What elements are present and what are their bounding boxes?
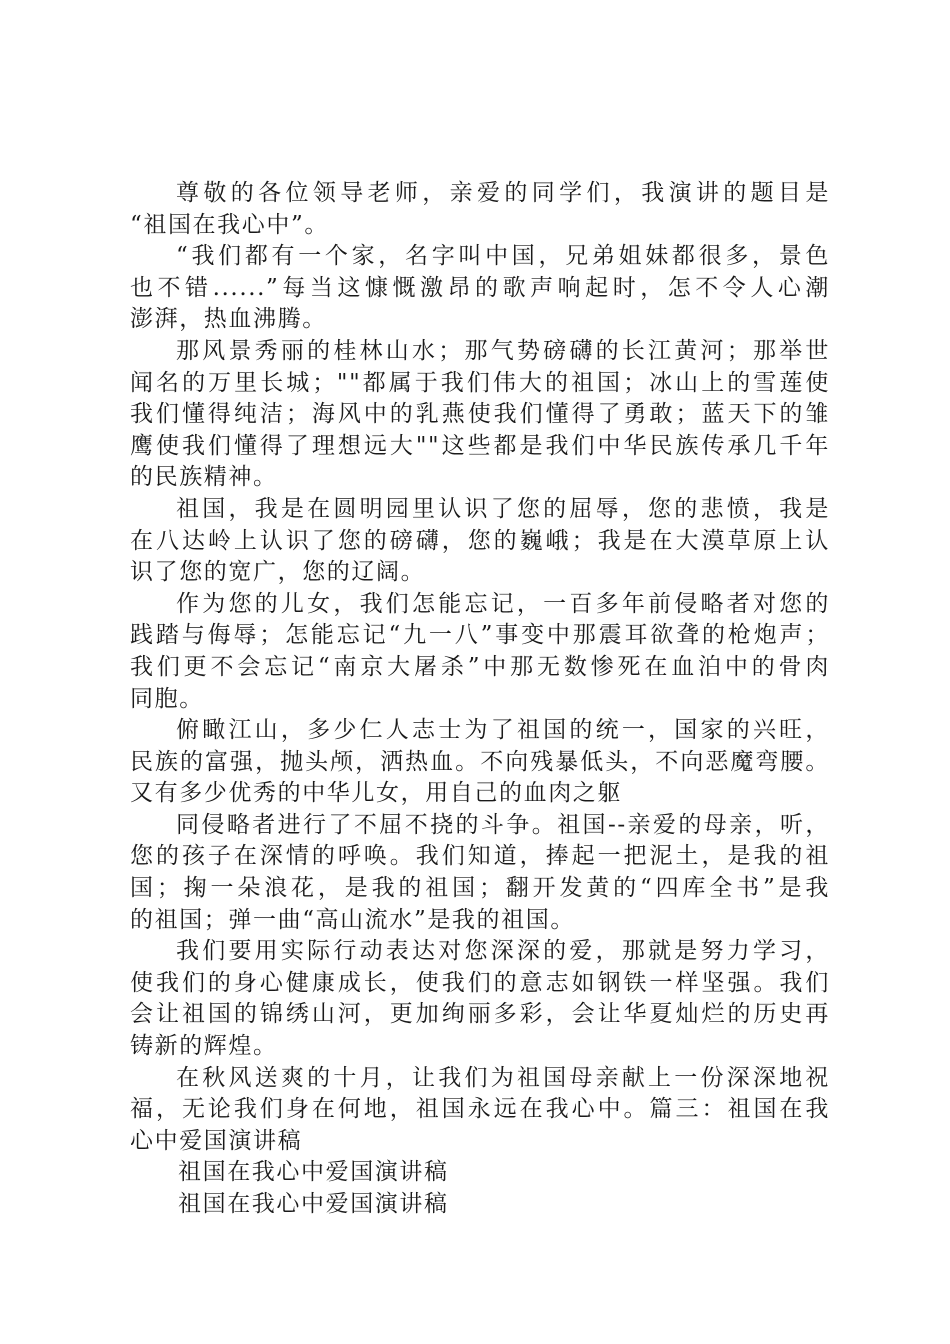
- paragraph: [130, 810, 830, 936]
- text-line: 您的孩子在深情的呼唤。我们知道，捧起一把泥土，是我的祖: [130, 843, 830, 870]
- text-line: 心中爱国演讲稿: [130, 1127, 303, 1154]
- text-line: 鹰使我们懂得了理想远大""这些都是我们中华民族传承几千年: [130, 432, 830, 459]
- text-line: 俯瞰江山，多少仁人志士为了祖国的统一，国家的兴旺，: [176, 717, 830, 744]
- text-line: 作为您的儿女，我们怎能忘记，一百多年前侵略者对您的: [176, 590, 830, 617]
- text-line: 又有多少优秀的中华儿女，用自己的血肉之躯: [130, 780, 622, 807]
- text-line: “祖国在我心中”。: [130, 211, 329, 238]
- paragraph: [130, 178, 830, 241]
- text-line: 也不错......”每当这慷慨激昂的歌声响起时，怎不令人心潮: [130, 274, 830, 301]
- text-line: 那风景秀丽的桂林山水；那气势磅礴的长江黄河；那举世: [176, 337, 830, 364]
- paragraph: [130, 715, 830, 810]
- paragraph: [130, 1063, 830, 1158]
- text-line: 国；掬一朵浪花，是我的祖国；翻开发黄的“四库全书”是我: [130, 875, 830, 902]
- text-line: 闻名的万里长城；""都属于我们伟大的祖国；冰山上的雪莲使: [130, 369, 830, 396]
- paragraph: [130, 241, 830, 336]
- text-line: 我们更不会忘记“南京大屠杀”中那无数惨死在血泊中的骨肉: [130, 653, 830, 680]
- text-line: 祖国，我是在圆明园里认识了您的屈辱，您的悲愤，我是: [176, 495, 830, 522]
- text-line: 福，无论我们身在何地，祖国永远在我心中。篇三：祖国在我: [130, 1096, 830, 1123]
- document-body: [130, 178, 830, 1221]
- text-line: 同侵略者进行了不屈不挠的斗争。祖国--亲爱的母亲，听，: [176, 811, 830, 838]
- text-line: 我们懂得纯洁；海风中的乳燕使我们懂得了勇敢；蓝天下的雏: [130, 401, 830, 428]
- text-line: 践踏与侮辱；怎能忘记“九一八”事变中那震耳欲聋的枪炮声；: [130, 622, 830, 649]
- paragraph: [130, 936, 830, 1062]
- subtitle-line: 祖国在我心中爱国演讲稿: [178, 1159, 449, 1186]
- text-line: 在秋风送爽的十月，让我们为祖国母亲献上一份深深地祝: [176, 1064, 830, 1091]
- text-line: 同胞。: [130, 685, 204, 712]
- text-line: 尊敬的各位领导老师，亲爱的同学们，我演讲的题目是: [176, 180, 830, 206]
- text-line: 使我们的身心健康成长，使我们的意志如钢铁一样坚强。我们: [130, 969, 830, 996]
- text-line: 识了您的宽广，您的辽阔。: [130, 559, 426, 586]
- text-line: 在八达岭上认识了您的磅礴，您的巍峨；我是在大漠草原上认: [130, 527, 830, 554]
- text-line: 的民族精神。: [130, 464, 278, 491]
- text-line: 澎湃，热血沸腾。: [130, 306, 327, 333]
- paragraph: [130, 336, 830, 494]
- text-line: 铸新的辉煌。: [130, 1033, 278, 1060]
- text-line: 民族的富强，抛头颅，洒热血。不向残暴低头，不向恶魔弯腰。: [130, 748, 830, 775]
- text-line: 会让祖国的锦绣山河，更加绚丽多彩，会让华夏灿烂的历史再: [130, 1001, 830, 1028]
- text-line: “我们都有一个家，名字叫中国，兄弟姐妹都很多，景色: [176, 243, 830, 270]
- paragraph: [130, 494, 830, 589]
- text-line: 的祖国；弹一曲“高山流水”是我的祖国。: [130, 906, 575, 933]
- subtitle-line: 祖国在我心中爱国演讲稿: [178, 1191, 449, 1217]
- paragraph: [130, 589, 830, 715]
- text-line: 我们要用实际行动表达对您深深的爱，那就是努力学习，: [176, 938, 830, 965]
